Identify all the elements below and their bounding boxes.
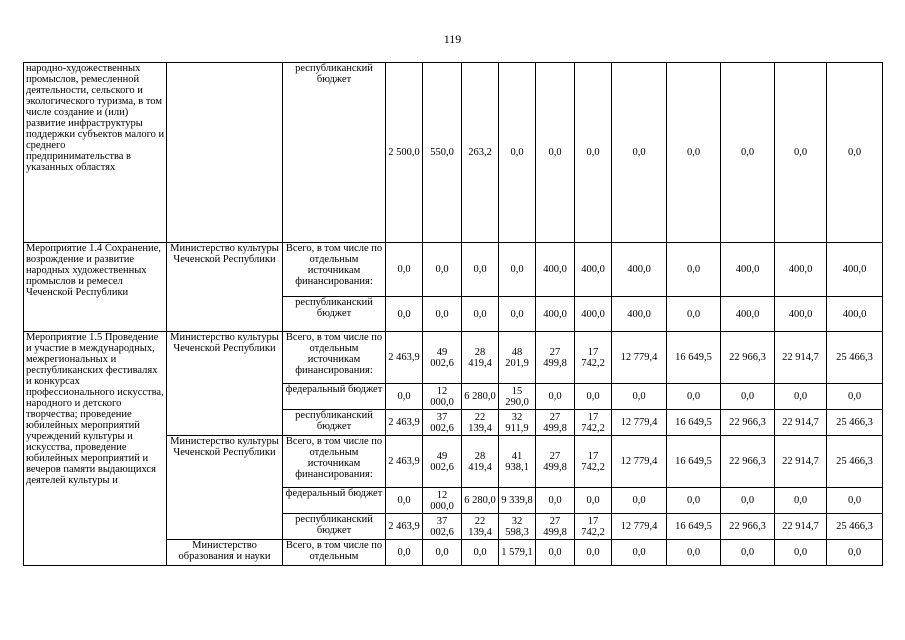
amount-cell: 41 938,1 [499, 436, 536, 488]
amount-cell: 22 966,3 [721, 514, 775, 540]
amount-cell: 0,0 [575, 63, 612, 243]
amount-cell: 9 339,8 [499, 488, 536, 514]
amount-cell: 17 742,2 [575, 410, 612, 436]
amount-cell: 0,0 [667, 243, 721, 297]
amount-cell: 12 779,4 [612, 332, 667, 384]
amount-cell: 0,0 [499, 297, 536, 332]
amount-cell: 2 463,9 [386, 332, 423, 384]
amount-cell: 22 139,4 [462, 410, 499, 436]
executor-cell: Министерство культуры Чеченской Республики [167, 332, 283, 436]
amount-cell: 49 002,6 [423, 436, 462, 488]
amount-cell: 22 139,4 [462, 514, 499, 540]
funding-source-cell: республиканский бюджет [283, 297, 386, 332]
amount-cell: 17 742,2 [575, 332, 612, 384]
amount-cell: 0,0 [386, 488, 423, 514]
amount-cell: 32 598,3 [499, 514, 536, 540]
amount-cell: 400,0 [827, 297, 883, 332]
amount-cell: 6 280,0 [462, 488, 499, 514]
amount-cell: 0,0 [827, 63, 883, 243]
amount-cell: 27 499,8 [536, 332, 575, 384]
amount-cell: 0,0 [386, 243, 423, 297]
amount-cell: 0,0 [721, 384, 775, 410]
amount-cell: 0,0 [612, 540, 667, 566]
table-row [24, 332, 883, 384]
amount-cell: 0,0 [386, 297, 423, 332]
amount-cell: 0,0 [775, 540, 827, 566]
amount-cell: 0,0 [827, 540, 883, 566]
amount-cell: 0,0 [536, 63, 575, 243]
amount-cell: 22 914,7 [775, 332, 827, 384]
amount-cell: 400,0 [536, 243, 575, 297]
amount-cell: 17 742,2 [575, 436, 612, 488]
amount-cell: 0,0 [612, 63, 667, 243]
amount-cell: 400,0 [612, 243, 667, 297]
amount-cell: 0,0 [721, 540, 775, 566]
amount-cell: 25 466,3 [827, 514, 883, 540]
amount-cell: 0,0 [462, 540, 499, 566]
table-row [24, 243, 883, 297]
amount-cell: 400,0 [612, 297, 667, 332]
funding-source-cell: республиканский бюджет [283, 63, 386, 243]
amount-cell: 0,0 [575, 488, 612, 514]
amount-cell: 0,0 [575, 384, 612, 410]
amount-cell: 0,0 [386, 540, 423, 566]
amount-cell: 32 911,9 [499, 410, 536, 436]
amount-cell: 550,0 [423, 63, 462, 243]
amount-cell: 25 466,3 [827, 332, 883, 384]
amount-cell: 400,0 [721, 243, 775, 297]
amount-cell: 16 649,5 [667, 332, 721, 384]
amount-cell: 0,0 [775, 63, 827, 243]
amount-cell: 2 463,9 [386, 436, 423, 488]
amount-cell: 400,0 [536, 297, 575, 332]
amount-cell: 400,0 [721, 297, 775, 332]
amount-cell: 263,2 [462, 63, 499, 243]
funding-source-cell: Всего, в том числе по отдельным источникам финансирования: [283, 436, 386, 488]
amount-cell: 0,0 [462, 297, 499, 332]
amount-cell: 400,0 [775, 297, 827, 332]
amount-cell: 0,0 [386, 384, 423, 410]
amount-cell: 0,0 [667, 540, 721, 566]
amount-cell: 27 499,8 [536, 436, 575, 488]
amount-cell: 22 966,3 [721, 332, 775, 384]
amount-cell: 0,0 [667, 488, 721, 514]
executor-cell: Министерство культуры Чеченской Республики [167, 436, 283, 540]
executor-cell: Министерство культуры Чеченской Республики [167, 243, 283, 332]
amount-cell: 2 500,0 [386, 63, 423, 243]
amount-cell: 0,0 [423, 297, 462, 332]
amount-cell: 16 649,5 [667, 514, 721, 540]
amount-cell: 22 914,7 [775, 514, 827, 540]
amount-cell: 27 499,8 [536, 410, 575, 436]
amount-cell: 25 466,3 [827, 436, 883, 488]
amount-cell: 49 002,6 [423, 332, 462, 384]
amount-cell: 6 280,0 [462, 384, 499, 410]
funding-source-cell: республиканский бюджет [283, 410, 386, 436]
amount-cell: 12 779,4 [612, 514, 667, 540]
amount-cell: 12 000,0 [423, 488, 462, 514]
amount-cell: 28 419,4 [462, 436, 499, 488]
amount-cell: 0,0 [499, 63, 536, 243]
amount-cell: 37 002,6 [423, 410, 462, 436]
amount-cell: 0,0 [612, 488, 667, 514]
amount-cell: 17 742,2 [575, 514, 612, 540]
financing-table [23, 62, 883, 566]
amount-cell: 12 779,4 [612, 410, 667, 436]
executor-cell: Министерство образования и науки [167, 540, 283, 566]
amount-cell: 16 649,5 [667, 436, 721, 488]
amount-cell: 22 914,7 [775, 436, 827, 488]
amount-cell: 1 579,1 [499, 540, 536, 566]
amount-cell: 0,0 [612, 384, 667, 410]
amount-cell: 0,0 [536, 488, 575, 514]
amount-cell: 12 779,4 [612, 436, 667, 488]
executor-cell [167, 63, 283, 243]
amount-cell: 0,0 [775, 384, 827, 410]
amount-cell: 2 463,9 [386, 514, 423, 540]
amount-cell: 0,0 [423, 243, 462, 297]
table-row [24, 63, 883, 243]
measure-description: Мероприятие 1.5 Проведение и участие в международных, межрегиональных и республиканских фестивалях и конкурсах профессионального искусства, народного и детского творчества; проведение юбилейных мероприятий учреждений культуры и искусства, проведение юбилейных мероприятий и вечеров памяти выдающихся деятелей культуры и [24, 332, 167, 566]
amount-cell: 0,0 [499, 243, 536, 297]
amount-cell: 15 290,0 [499, 384, 536, 410]
amount-cell: 22 966,3 [721, 410, 775, 436]
amount-cell: 0,0 [667, 297, 721, 332]
amount-cell: 400,0 [575, 297, 612, 332]
amount-cell: 400,0 [827, 243, 883, 297]
amount-cell: 0,0 [667, 384, 721, 410]
page-number: 119 [443, 32, 462, 46]
amount-cell: 0,0 [667, 63, 721, 243]
funding-source-cell: Всего, в том числе по отдельным [283, 540, 386, 566]
measure-description: Мероприятие 1.4 Сохранение, возрождение и развитие народных художественных промыслов и ремесел Чеченской Республики [24, 243, 167, 332]
amount-cell: 2 463,9 [386, 410, 423, 436]
funding-source-cell: Всего, в том числе по отдельным источникам финансирования: [283, 332, 386, 384]
funding-source-cell: федеральный бюджет [283, 488, 386, 514]
amount-cell: 0,0 [827, 488, 883, 514]
amount-cell: 48 201,9 [499, 332, 536, 384]
measure-description: народно-художественных промыслов, ремесленной деятельности, сельского и экологического туризма, в том числе создание и (или) развитие инфраструктуры поддержки субъектов малого и среднего предпринимательства в указанных областях [24, 63, 167, 243]
amount-cell: 25 466,3 [827, 410, 883, 436]
amount-cell: 0,0 [721, 63, 775, 243]
amount-cell: 0,0 [827, 384, 883, 410]
amount-cell: 12 000,0 [423, 384, 462, 410]
funding-source-cell: Всего, в том числе по отдельным источникам финансирования: [283, 243, 386, 297]
amount-cell: 0,0 [536, 384, 575, 410]
amount-cell: 22 966,3 [721, 436, 775, 488]
amount-cell: 400,0 [575, 243, 612, 297]
amount-cell: 0,0 [423, 540, 462, 566]
amount-cell: 27 499,8 [536, 514, 575, 540]
amount-cell: 0,0 [536, 540, 575, 566]
amount-cell: 22 914,7 [775, 410, 827, 436]
amount-cell: 0,0 [575, 540, 612, 566]
amount-cell: 0,0 [721, 488, 775, 514]
amount-cell: 0,0 [462, 243, 499, 297]
amount-cell: 0,0 [775, 488, 827, 514]
amount-cell: 28 419,4 [462, 332, 499, 384]
funding-source-cell: республиканский бюджет [283, 514, 386, 540]
amount-cell: 400,0 [775, 243, 827, 297]
amount-cell: 16 649,5 [667, 410, 721, 436]
funding-source-cell: федеральный бюджет [283, 384, 386, 410]
amount-cell: 37 002,6 [423, 514, 462, 540]
